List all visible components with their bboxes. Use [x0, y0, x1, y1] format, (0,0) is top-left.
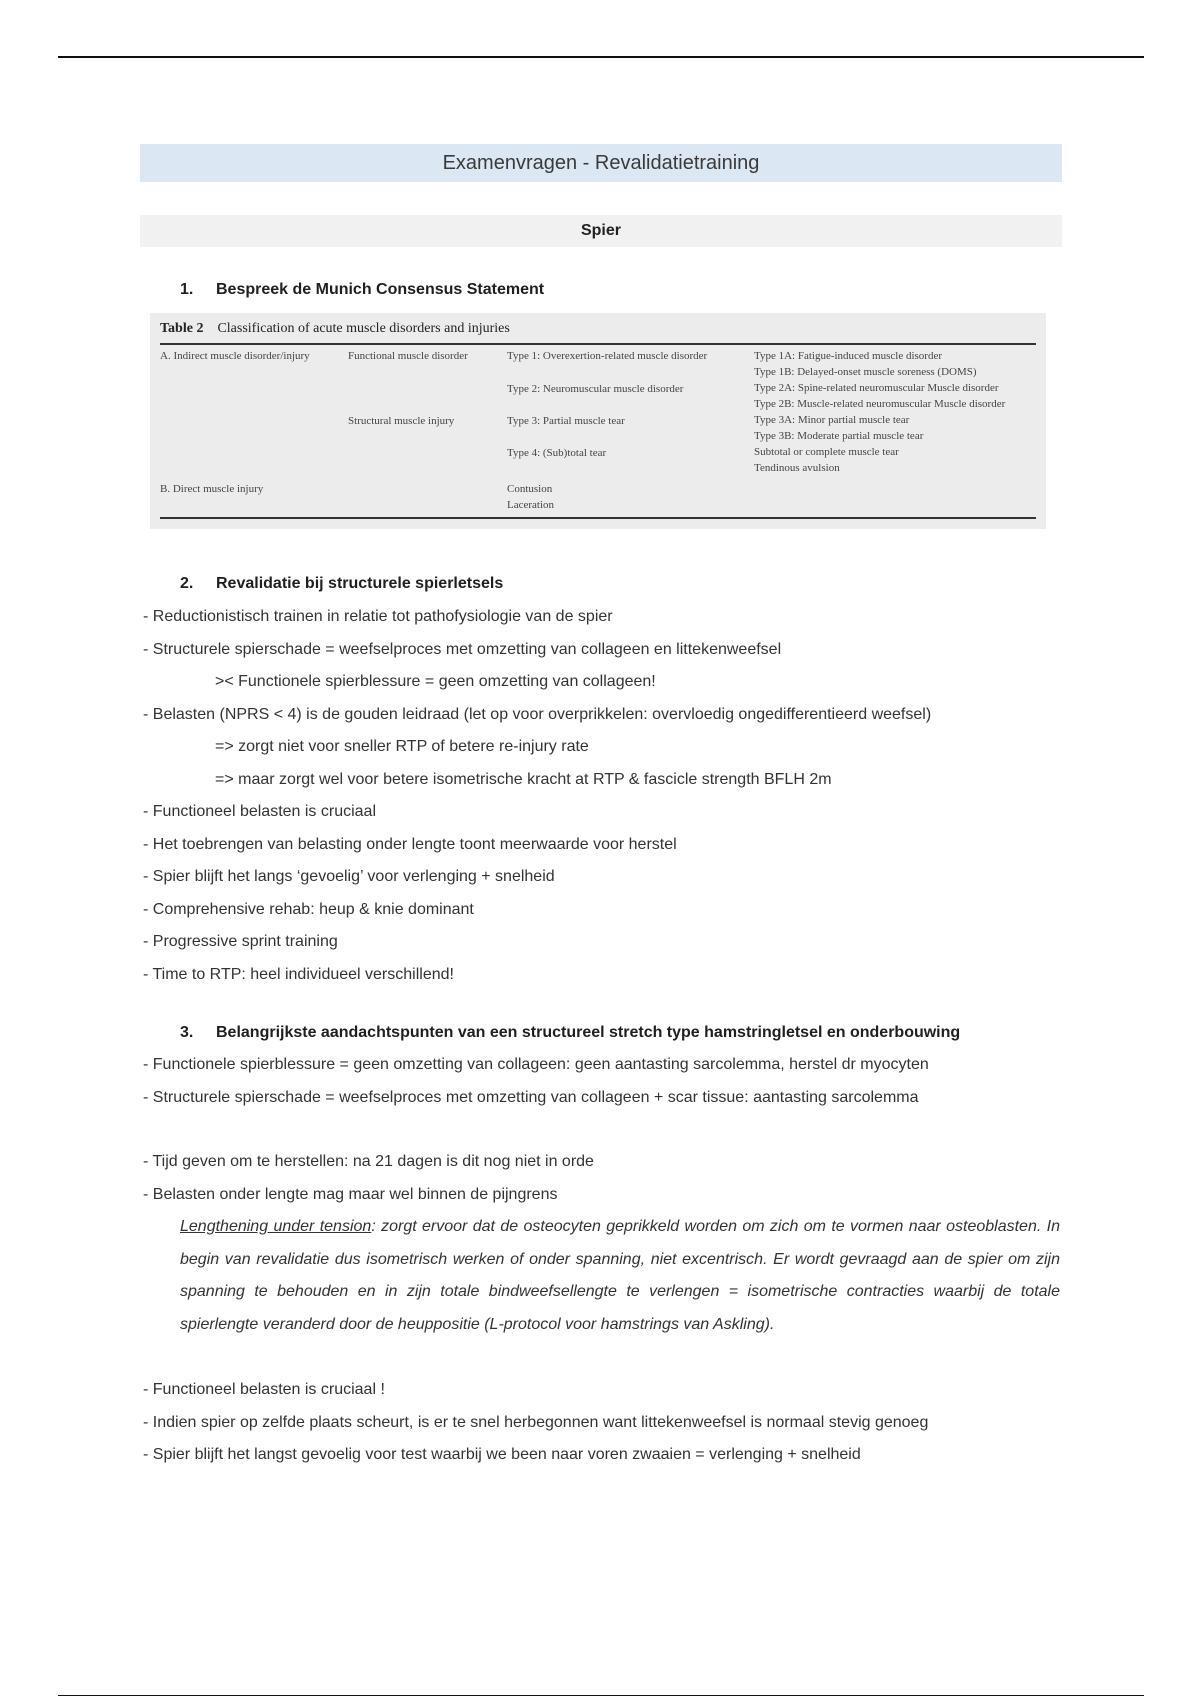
answer-line: => maar zorgt wel voor betere isometrische kracht at RTP & fascicle strength BFLH 2m [215, 770, 832, 788]
question-title: Bespreek de Munich Consensus Statement [216, 281, 545, 298]
answer-line: >< Functionele spierblessure = geen omzetting van collageen! [215, 673, 656, 690]
table-top-rule [160, 343, 1036, 345]
answer-line: - Spier blijft het langs ‘gevoelig’ voor verlenging + snelheid [143, 868, 555, 885]
table-cell: B. Direct muscle injury [160, 483, 264, 495]
answer-line: - Tijd geven om te herstellen: na 21 dagen is dit nog niet in orde [143, 1153, 594, 1170]
table-cell: Type 3A: Minor partial muscle tear [754, 414, 910, 426]
question-2-answer [143, 601, 931, 991]
table-cell: Type 2A: Spine-related neuromuscular Muscle disorder [754, 382, 999, 394]
answer-line: - Functioneel belasten is cruciaal [143, 803, 377, 820]
answer-line: - Het toebrengen van belasting onder lengte toont meerwaarde voor herstel [143, 835, 677, 853]
answer-line: - Indien spier op zelfde plaats scheurt, is er te snel herbegonnen want littekenweefsel is normaal stevig genoeg [143, 1413, 929, 1431]
answer-line: - Spier blijft het langst gevoelig voor test waarbij we been naar voren zwaaien = verlenging + snelheid [143, 1446, 861, 1463]
question-3-answer-a [143, 1049, 929, 1211]
answer-line: - Structurele spierschade = weefselproces met omzetting van collageen en littekenweefsel [143, 640, 782, 658]
question-title: Belangrijkste aandachtspunten van een structureel stretch type hamstringletsel en onderbouwing [216, 1024, 961, 1041]
table-cell: Contusion [507, 483, 553, 495]
table-cell: A. Indirect muscle disorder/injury [160, 350, 310, 362]
table-caption-text: Classification of acute muscle disorders and injuries [217, 321, 510, 336]
question-3-heading [180, 1024, 960, 1042]
classification-table [150, 313, 1046, 529]
answer-line: - Comprehensive rehab: heup & knie dominant [143, 900, 474, 918]
table-cell: Type 1B: Delayed-onset muscle soreness (DOMS) [754, 366, 977, 378]
question-number: 1. [180, 281, 194, 298]
document-title-text: Examenvragen - Revalidatietraining [442, 151, 760, 174]
section-heading-text: Spier [580, 222, 621, 239]
top-rule [58, 56, 1144, 58]
paragraph-term: Lengthening under tension [180, 1218, 372, 1235]
bottom-rule [58, 1695, 1144, 1696]
answer-line: - Belasten (NPRS < 4) is de gouden leidraad (let op voor overprikkelen: overvloedig ongedifferentieerd weefsel) [143, 705, 932, 723]
answer-line: - Time to RTP: heel individueel verschillend! [143, 965, 454, 983]
answer-line: => zorgt niet voor sneller RTP of betere re-injury rate [215, 738, 589, 755]
lengthening-paragraph [180, 1211, 1060, 1341]
table-label: Table 2 [160, 321, 204, 336]
table-cell: Type 3B: Moderate partial muscle tear [754, 430, 924, 442]
question-1-heading [180, 281, 544, 299]
table-cell: Type 2: Neuromuscular muscle disorder [507, 383, 684, 395]
answer-line: - Functioneel belasten is cruciaal ! [143, 1381, 385, 1398]
table-cell: Type 1: Overexertion-related muscle disorder [507, 350, 708, 362]
table-caption [160, 321, 510, 337]
table-cell: Structural muscle injury [348, 415, 455, 427]
answer-line: - Belasten onder lengte mag maar wel binnen de pijngrens [143, 1185, 558, 1203]
table-cell: Type 2B: Muscle-related neuromuscular Muscle disorder [754, 398, 1006, 410]
table-cell: Subtotal or complete muscle tear [754, 446, 899, 458]
question-2-heading [180, 575, 503, 593]
table-bottom-rule [160, 517, 1036, 519]
table-cell: Functional muscle disorder [348, 350, 468, 362]
answer-line: - Functionele spierblessure = geen omzetting van collageen: geen aantasting sarcolemma, herstel dr myocyten [143, 1056, 929, 1073]
table-cell: Tendinous avulsion [754, 462, 840, 474]
answer-line: - Structurele spierschade = weefselproces met omzetting van collageen + scar tissue: aantasting sarcolemma [143, 1088, 919, 1106]
question-number: 3. [180, 1024, 194, 1041]
answer-line: - Reductionistisch trainen in relatie tot pathofysiologie van de spier [143, 608, 613, 625]
table-cell: Laceration [507, 499, 555, 511]
question-title: Revalidatie bij structurele spierletsels [216, 575, 504, 592]
question-3-answer-c [143, 1374, 928, 1472]
section-heading [140, 215, 1062, 247]
paragraph-text: : zorgt ervoor dat de osteocyten geprikkeld worden om zich om te vormen naar osteoblasten. In begin van revalidatie dus isometrisch werken of onder spanning, niet excentrisch. Er wordt gevraagd aan de spier om zijn spanning te behouden en in zijn totale bindweefsellengte te verlengen = isometrische contracties waarbij de totale spierlengte veranderd door de heuppositie (L-protocol voor hamstrings van Askling). [180, 1218, 1060, 1333]
document-title [140, 144, 1062, 182]
table-cell: Type 4: (Sub)total tear [507, 447, 607, 459]
table-cell: Type 3: Partial muscle tear [507, 415, 625, 427]
answer-line: - Progressive sprint training [143, 933, 338, 950]
question-number: 2. [180, 575, 194, 592]
table-cell: Type 1A: Fatigue-induced muscle disorder [754, 350, 943, 362]
